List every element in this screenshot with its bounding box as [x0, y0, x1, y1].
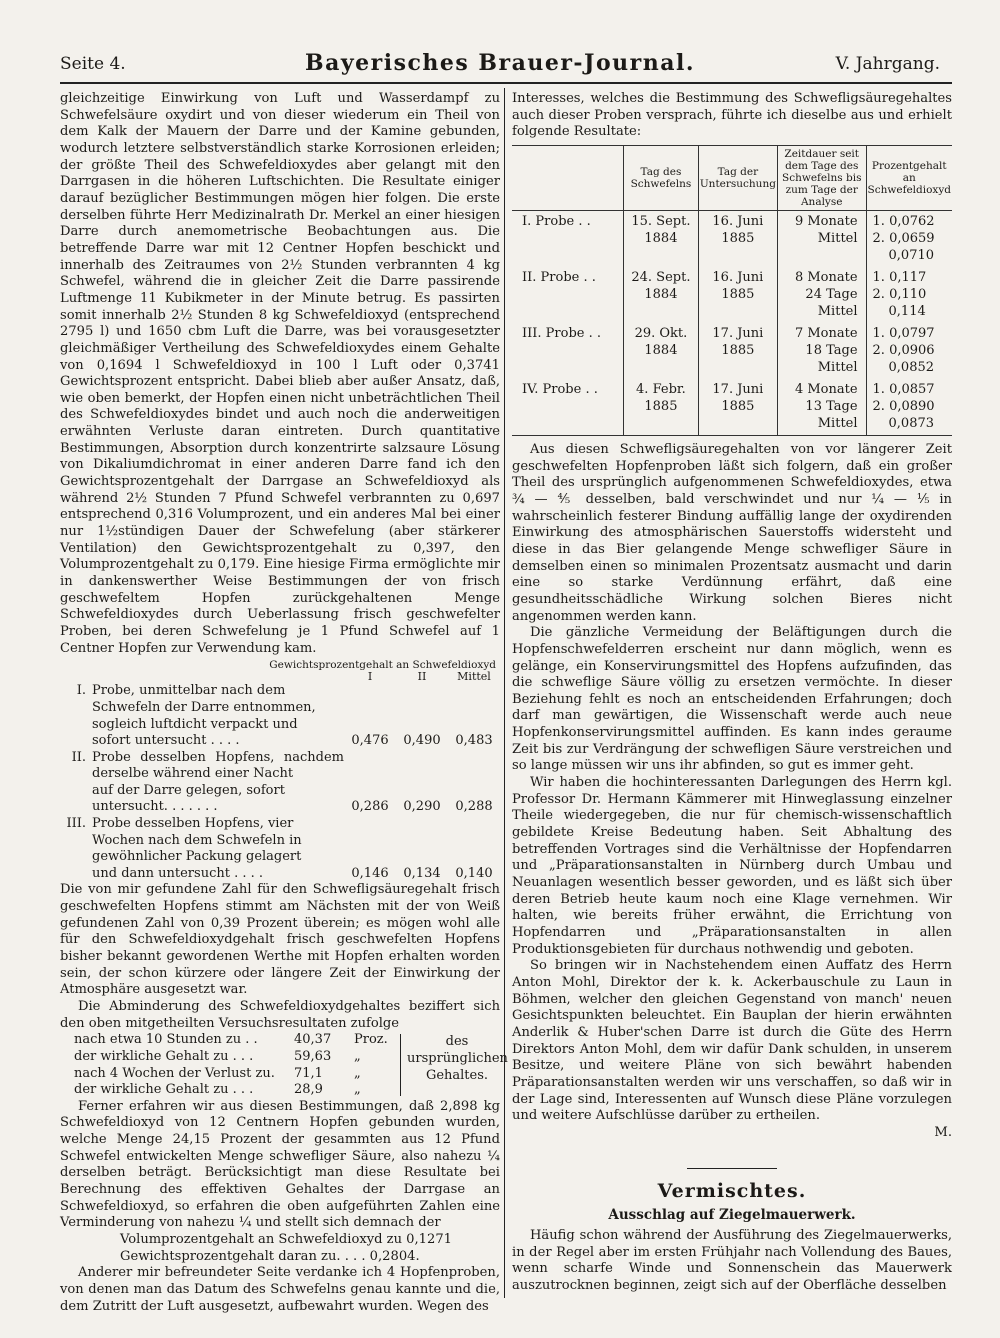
- reduction-label: der wirkliche Gehalt zu . . .: [74, 1082, 254, 1098]
- reading: 2. 0,110: [872, 286, 927, 302]
- sample-name: II. Probe . .: [522, 269, 596, 285]
- paragraph: Die gänzliche Vermeidung der Beläftigungen durch die Hopfenschwefelderren erscheint nur dann möglich, wenn es gelänge, ein Konservirungsmittel des Hopfens aufzufinden, das die schweflige Säure völlig zu ersetzen vermöchte. In dieser Beziehung fehlt es noch an entscheidenden Erfahrungen; doch darf man gewärtigen, die Wissenschaft werde auch neue Hopfenkonservirungsmittel auffinden. Es kann indes geraume Zeit bis zur Verdrängung der schwefligen Säure verstreichen und so lange müssen wir uns ihr abfinden, so gut es immer geht.: [512, 625, 952, 774]
- year: 1885: [721, 398, 755, 414]
- year: 1884: [644, 230, 678, 246]
- cell-value: 0,146: [351, 865, 389, 881]
- mean: 0,114: [888, 303, 926, 319]
- table-row: [512, 379, 952, 436]
- row-number: II.: [71, 749, 86, 765]
- cell-value: 0,290: [403, 799, 441, 815]
- col-header: Prozentgehalt an Schwefeldioxyd: [866, 145, 952, 210]
- reduction-value: 40,37: [294, 1032, 332, 1048]
- test-date: [698, 379, 777, 436]
- row-line: sogleich luftdicht verpackt und: [92, 716, 298, 732]
- paragraph: Interesses, welches die Bestimmung des Schwefligsäuregehaltes auch dieser Proben versprach, führte ich dieselbe aus und erhielt folgende Resultate:: [512, 91, 952, 140]
- duration: [777, 379, 866, 436]
- sulfuring-date: [624, 267, 699, 323]
- paragraph: Wir haben die hochinteressanten Darlegungen des Herrn kgl. Professor Dr. Hermann Kämmerer mit Hinweglassung einzelner Theile wiedergegeben, die nur für chemisch-wissenschaftlich gebildete Kreise Bedeutung haben. Seit Abhaltung des betreffenden Vortrages sind die Verhältnisse der Hopfendarren und „Präparationsanstalten in Nürnberg durch Umbau und Neuanlagen wesentlich besser geworden, und es läßt sich über deren Betrieb heute kaum noch eine Klage vernehmen. Wir halten, wie bereits früher erwähnt, die Errichtung von Hopfendarren und „Präparationsanstalten in allen Produktionsgebieten für durchaus nothwendig und geboten.: [512, 775, 952, 957]
- mean: 0,0710: [888, 247, 935, 263]
- article-title: Ausschlag auf Ziegelmauerwerk.: [608, 1207, 856, 1224]
- reduction-unit: „: [354, 1048, 361, 1064]
- months: 9 Monate: [794, 213, 858, 229]
- reading: 1. 0,0857: [872, 381, 935, 397]
- reading: 1. 0,117: [872, 269, 927, 285]
- percent: [866, 379, 952, 436]
- cell-value: 0,483: [455, 733, 493, 749]
- row-label: [90, 816, 344, 882]
- sulfuring-date: [624, 379, 699, 436]
- reading: 2. 0,0890: [872, 398, 935, 414]
- reduction-unit: „: [354, 1082, 361, 1098]
- mittel-label: Mittel: [817, 415, 858, 431]
- paragraph: Anderer mir befreundeter Seite verdanke ich 4 Hopfenproben, von denen man das Datum des Schwefelns genau kannte und die, dem Zutritt der Luft ausgesetzt, aufbewahrt wurden. Wegen des: [60, 1265, 500, 1314]
- paragraph: gleichzeitige Einwirkung von Luft und Wasserdampf zu Schwefelsäure oxydirt und von dieser wiederum ein Theil von dem Kalk der Mauern der Darre und der Kamine gebunden, wodurch letztere selbstverständlich starke Korrosionen erleiden; der größte Theil des Schwefeldioxydes aber gelangt mit den Darrgasen in die höheren Luftschichten. Die Resultate einiger darauf bezüglicher Bestimmungen mögen hier folgen. Die erste derselben führte Herr Medizinalrath Dr. Merkel an einer hiesigen Darre durch anemometrische Beobachtungen aus. Die betreffende Darre war mit 12 Centner Hopfen beschickt und innerhalb des Zeitraumes von 2½ Stunden verbrannten 4 kg Schwefel, während die in gleicher Zeit die Darre passirende Luftmenge 11 Kubikmeter in der Minute betrug. Es passirten somit innerhalb 2½ Stunden 8 kg Schwefeldioxyd (entsprechend 2795 l) und 1650 cbm Luft die Darre, was bei vorausgesetzter gleichmäßiger Vertheilung des Schwefeldioxydes einem Gehalte von 0,1694 l Schwefeldioxyd in 100 l Luft oder 0,3741 Gewichtsprozent entspricht. Dabei blieb aber außer Ansatz, daß, wie oben bemerkt, der Hopfen einen nicht unbeträchtlichen Theil des Schwefeldioxydes bindet und auch noch die anderweitigen erwähnten Verluste daran eintreten. Durch quantitative Bestimmungen, Absorption durch konzentrirte salzsaure Lösung von Dikaliumdichromat in einer anderen Darre fand ich den Gewichtsprozentgehalt der Darrgase an Schwefeldioxyd als während 2½ Stunden 7 Pfund Schwefel verbrannten zu 0,697 entsprechend 0,316 Volumprozent, und ein anderes Mal bei einer nur 1½stündigen Dauer der Schwefelung (aber stärkerer Ventilation) den Gewichtsprozentgehalt zu 0,397, den Volumprozentgehalt zu 0,179. Eine hiesige Firma ermöglichte mir in dankenswerther Weise Bestimmungen der von frisch geschwefeltem Hopfen zurückgehaltenen Menge Schwefeldioxydes durch Ueberlassung frisch geschwefelter Proben, bei deren Schwefelung je 1 Pfund Schwefel auf 1 Centner Hopfen zur Verwendung kam.: [60, 91, 500, 656]
- header-rule: [60, 82, 952, 84]
- row-number: I.: [76, 683, 86, 699]
- paragraph: Die Abminderung des Schwefeldioxydgehaltes beziffert sich den oben mitgetheilten Versuchsresultaten zufolge: [60, 999, 500, 1031]
- reduction-value: 71,1: [294, 1065, 323, 1081]
- column-separator: [504, 88, 505, 1298]
- mittel-label: Mittel: [817, 359, 858, 375]
- brace-text: Gehaltes.: [425, 1067, 489, 1083]
- reduction-list: [60, 1032, 508, 1098]
- reduction-label: der wirkliche Gehalt zu . . .: [74, 1048, 254, 1064]
- cell-value: 0,134: [403, 865, 441, 881]
- duration: [777, 210, 866, 267]
- table-header-row: [512, 145, 952, 210]
- row-line: gewöhnlicher Packung gelagert: [92, 849, 302, 865]
- date: 4. Febr.: [636, 381, 686, 397]
- days: 24 Tage: [805, 286, 858, 302]
- percent: [866, 210, 952, 267]
- row-line: Schwefeln der Darre entnommen,: [92, 699, 316, 715]
- reduction-label: nach etwa 10 Stunden zu . .: [74, 1032, 258, 1048]
- sample-name: I. Probe . .: [522, 213, 591, 229]
- reduction-label: nach 4 Wochen der Verlust zu.: [74, 1065, 275, 1081]
- year: 1884: [644, 286, 678, 302]
- row-line: Wochen nach dem Schwefeln in: [92, 832, 302, 848]
- weight-percent-line: Gewichtsprozentgehalt daran zu. . . . 0,2804.: [120, 1248, 420, 1264]
- date: 17. Juni: [712, 325, 764, 341]
- table-row: [512, 267, 952, 323]
- page-header: [60, 46, 940, 80]
- paragraph: Aus diesen Schwefligsäuregehalten von vor längerer Zeit geschwefelten Hopfenproben läßt sich folgern, daß ein großer Theil des ursprünglich aufgenommenen Schwefeldioxydes, etwa ¾ — ⅘ desselben, bald verschwindet und nur ¼ — ⅕ in wahrscheinlich festerer Bindung auffällig lange der oxydirenden Einwirkung des atmosphärischen Sauerstoffs widersteht und diese in das Bier gelangende Menge schwefliger Säure in demselben einen so minimalen Prozentsatz ausmacht und darin eine so starke Verdünnung erfährt, daß eine gesundheitsschädliche Wirkung solchen Bieres nicht angenommen werden kann.: [512, 441, 952, 624]
- paragraph: Ferner erfahren wir aus diesen Bestimmungen, daß 2,898 kg Schwefeldioxyd von 12 Centnern Hopfen gebunden wurden, welche Menge 24,15 Prozent der gesammten aus 12 Pfund Schwefel entwickelten Menge schwefliger Säure, also nahezu ¼ derselben beträgt. Berücksichtigt man diese Resultate bei Berechnung des effektiven Gehaltes der Darrgase an Schwefeldioxyd, so erfahren die oben aufgeführten Zahlen eine Verminderung von nahezu ¼ und stellt sich demnach der: [60, 1098, 500, 1231]
- page-number: Seite 4.: [60, 54, 126, 74]
- mean: 0,0873: [888, 415, 935, 431]
- year: 1884: [644, 342, 678, 358]
- year: 1885: [721, 342, 755, 358]
- row-line: und dann untersucht . . . .: [92, 865, 264, 881]
- date: 17. Juni: [712, 381, 764, 397]
- reduction-unit: Proz.: [354, 1032, 388, 1048]
- sulfur-dioxide-table: [60, 659, 500, 882]
- row-number: III.: [66, 816, 86, 832]
- percent: [866, 323, 952, 379]
- percent: [866, 267, 952, 323]
- cell-value: 0,476: [351, 733, 389, 749]
- table-head: Gewichtsprozentgehalt an Schwefeldioxyd: [269, 659, 496, 672]
- col-header: II: [417, 670, 427, 684]
- months: 8 Monate: [794, 269, 858, 285]
- row-line: Probe, unmittelbar nach dem: [92, 683, 286, 699]
- col-header: Mittel: [457, 670, 491, 684]
- table-row: [60, 683, 500, 749]
- cell-value: 0,288: [455, 799, 493, 815]
- paragraph: So bringen wir in Nachstehendem einen Auffatz des Herrn Anton Mohl, Direktor der k. k. Ackerbauschule zu Laun in Böhmen, welcher den gleichen Gegenstand von manch' neuen Gesichtspunkten beleuchtet. Ein Bauplan der hierin erwähnten Anderlik & Huber'schen Darre ist durch die Güte des Herrn Direktors Anton Mohl, dem wir dafür Dank schulden, in unserem Besitze, und weitere Pläne von sich bewährt habenden Präparationsanstalten werden wir uns verschaffen, so daß wir in der Lage sind, Interessenten auf Wunsch diese Pläne vorzulegen und weitere Aufschlüsse darüber zu ertheilen.: [512, 958, 952, 1124]
- cell-value: 0,140: [455, 865, 493, 881]
- sample-name: IV. Probe . .: [522, 381, 598, 397]
- date: 16. Juni: [712, 213, 764, 229]
- mittel-label: Mittel: [817, 303, 858, 319]
- brace-text: des ursprünglichen: [407, 1034, 508, 1066]
- samples-table: [512, 145, 952, 436]
- paragraph: Häufig schon während der Ausführung des Ziegelmauerwerks, in der Regel aber im ersten Frühjahr nach Vollendung des Baues, wenn scharfe Winde und Sonnenschein das Mauerwerk auszutrocknen beginnen, zeigt sich auf der Oberfläche desselben: [512, 1227, 952, 1293]
- sulfuring-date: [624, 210, 699, 267]
- duration: [777, 323, 866, 379]
- duration: [777, 267, 866, 323]
- test-date: [698, 267, 777, 323]
- signature: M.: [934, 1124, 952, 1140]
- table-column-headers: [60, 671, 500, 683]
- reading: 1. 0,0762: [872, 213, 935, 229]
- section-title: Vermischtes.: [657, 1179, 807, 1202]
- sample-table: [60, 683, 500, 882]
- brace-annotation: [400, 1034, 507, 1096]
- months: 7 Monate: [794, 325, 858, 341]
- test-date: [698, 323, 777, 379]
- volume-label: V. Jahrgang.: [835, 54, 940, 74]
- reduction-value: 28,9: [294, 1082, 323, 1098]
- date: 29. Okt.: [634, 325, 688, 341]
- months: 4 Monate: [794, 381, 858, 397]
- col-header: [512, 145, 624, 210]
- journal-title: Bayerisches Brauer-Journal.: [305, 50, 695, 76]
- row-line: auf der Darre gelegen, sofort: [92, 782, 285, 798]
- reading: 1. 0,0797: [872, 325, 935, 341]
- table-row: [512, 210, 952, 267]
- table-row: [60, 816, 500, 882]
- date: 16. Juni: [712, 269, 764, 285]
- col-header: I: [367, 670, 373, 684]
- test-date: [698, 210, 777, 267]
- row-line: Probe desselben Hopfens, nachdem derselbe während einer Nacht: [92, 749, 344, 782]
- year: 1885: [721, 286, 755, 302]
- reduction-value: 59,63: [294, 1048, 332, 1064]
- col-header: Tag der Untersuchung: [698, 145, 777, 210]
- left-column: [60, 91, 508, 1315]
- reduction-unit: „: [354, 1065, 361, 1081]
- reading: 2. 0,0659: [872, 230, 935, 246]
- col-header: Zeitdauer seit dem Tage des Schwefelns bis zum Tage der Analyse: [777, 145, 866, 210]
- year: 1885: [644, 398, 678, 414]
- days: 18 Tage: [805, 342, 858, 358]
- row-line: Probe desselben Hopfens, vier: [92, 816, 294, 832]
- mean: 0,0852: [888, 359, 935, 375]
- right-column: [512, 91, 952, 1294]
- days: 13 Tage: [805, 398, 858, 414]
- date: 15. Sept.: [631, 213, 691, 229]
- section-divider: [687, 1168, 777, 1169]
- cell-value: 0,490: [403, 733, 441, 749]
- date: 24. Sept.: [631, 269, 691, 285]
- sample-name: III. Probe . .: [522, 325, 602, 341]
- col-header: Tag des Schwefelns: [624, 145, 699, 210]
- table-row: [60, 750, 500, 816]
- row-label: [90, 750, 344, 816]
- year: 1885: [721, 230, 755, 246]
- table-row: [512, 323, 952, 379]
- cell-value: 0,286: [351, 799, 389, 815]
- paragraph: Die von mir gefundene Zahl für den Schwefligsäuregehalt frisch geschwefelten Hopfens stimmt am Nächsten mit der von Weiß gefundenen Zahl von 0,39 Prozent überein; es mögen wohl alle für den Schwefeldioxydgehalt frisch geschwefelten Hopfens bisher bekannt gewordenen Werthe mit Hopfen erhalten worden sein, der schon kürzere oder längere Zeit der Einwirkung der Atmosphäre ausgesetzt war.: [60, 882, 500, 998]
- row-line: sofort untersucht . . . .: [92, 733, 240, 749]
- sulfuring-date: [624, 323, 699, 379]
- volume-percent-line: Volumprozentgehalt an Schwefeldioxyd zu 0,1271: [120, 1231, 452, 1247]
- reading: 2. 0,0906: [872, 342, 935, 358]
- row-line: untersucht. . . . . . .: [92, 799, 218, 815]
- mittel-label: Mittel: [817, 230, 858, 246]
- row-label: [90, 683, 344, 749]
